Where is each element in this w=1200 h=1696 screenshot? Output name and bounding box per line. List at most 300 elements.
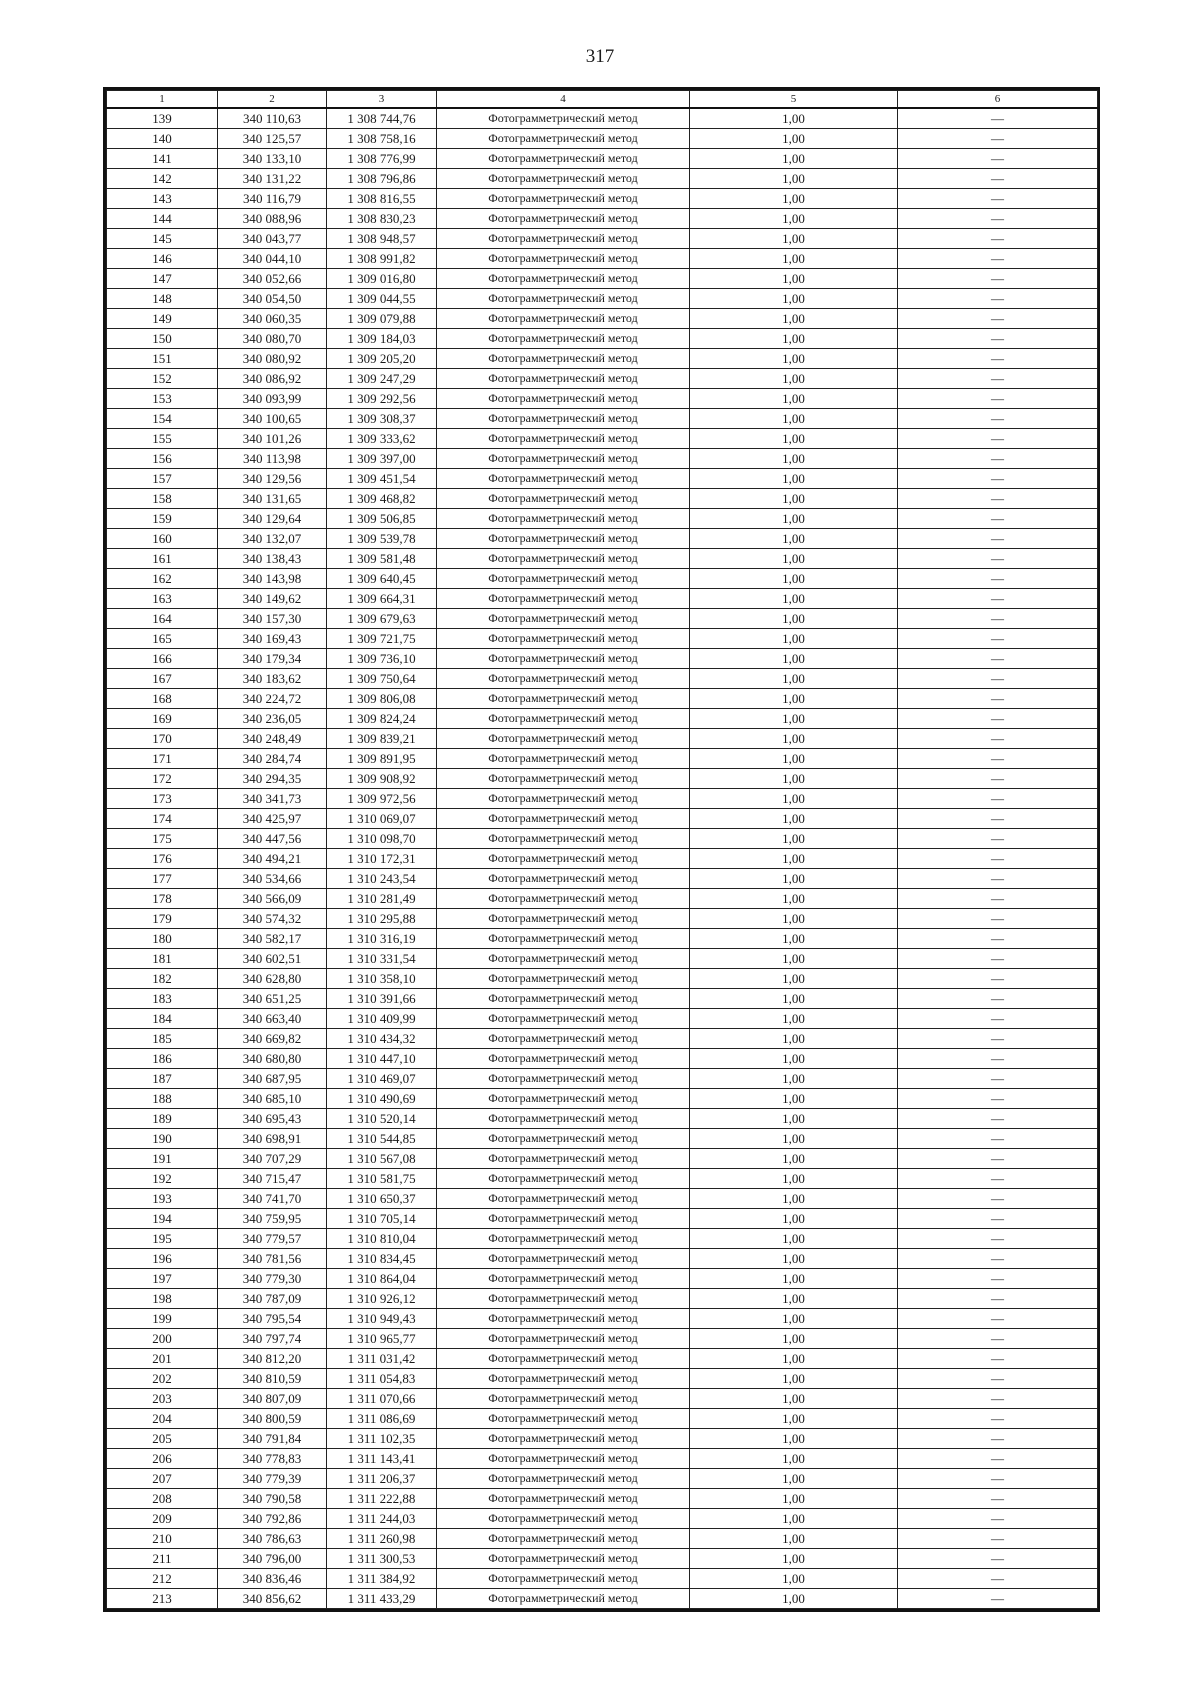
accuracy-cell: 1,00 <box>690 729 898 749</box>
point-number-cell: 201 <box>107 1349 218 1369</box>
y-coordinate-cell: 1 310 834,45 <box>327 1249 437 1269</box>
page-number: 317 <box>585 46 615 67</box>
point-number-cell: 150 <box>107 329 218 349</box>
y-coordinate-cell: 1 311 300,53 <box>327 1549 437 1569</box>
table-row <box>107 1029 1098 1049</box>
accuracy-cell: 1,00 <box>690 789 898 809</box>
description-cell: — <box>898 349 1098 369</box>
method-cell: Фотограмметрический метод <box>437 849 690 869</box>
description-cell: — <box>898 1509 1098 1529</box>
table-row <box>107 1309 1098 1329</box>
accuracy-cell: 1,00 <box>690 509 898 529</box>
point-number-cell: 182 <box>107 969 218 989</box>
description-cell: — <box>898 1549 1098 1569</box>
description-cell: — <box>898 1189 1098 1209</box>
x-coordinate-cell: 340 447,56 <box>218 829 327 849</box>
method-cell: Фотограмметрический метод <box>437 1229 690 1249</box>
y-coordinate-cell: 1 310 316,19 <box>327 929 437 949</box>
point-number-cell: 211 <box>107 1549 218 1569</box>
y-coordinate-cell: 1 309 806,08 <box>327 689 437 709</box>
accuracy-cell: 1,00 <box>690 489 898 509</box>
y-coordinate-cell: 1 310 926,12 <box>327 1289 437 1309</box>
table-row <box>107 409 1098 429</box>
table-row <box>107 469 1098 489</box>
point-number-cell: 199 <box>107 1309 218 1329</box>
table-row <box>107 809 1098 829</box>
method-cell: Фотограмметрический метод <box>437 269 690 289</box>
table-row <box>107 1489 1098 1509</box>
point-number-cell: 159 <box>107 509 218 529</box>
description-cell: — <box>898 108 1098 129</box>
y-coordinate-cell: 1 309 891,95 <box>327 749 437 769</box>
y-coordinate-cell: 1 310 650,37 <box>327 1189 437 1209</box>
point-number-cell: 213 <box>107 1589 218 1609</box>
y-coordinate-cell: 1 309 972,56 <box>327 789 437 809</box>
point-number-cell: 145 <box>107 229 218 249</box>
method-cell: Фотограмметрический метод <box>437 1509 690 1529</box>
method-cell: Фотограмметрический метод <box>437 789 690 809</box>
description-cell: — <box>898 529 1098 549</box>
y-coordinate-cell: 1 311 433,29 <box>327 1589 437 1609</box>
table-body <box>107 108 1098 1609</box>
y-coordinate-cell: 1 310 949,43 <box>327 1309 437 1329</box>
table-row <box>107 1129 1098 1149</box>
y-coordinate-cell: 1 309 750,64 <box>327 669 437 689</box>
table-row <box>107 309 1098 329</box>
y-coordinate-cell: 1 311 086,69 <box>327 1409 437 1429</box>
point-number-cell: 212 <box>107 1569 218 1589</box>
x-coordinate-cell: 340 284,74 <box>218 749 327 769</box>
point-number-cell: 187 <box>107 1069 218 1089</box>
description-cell: — <box>898 889 1098 909</box>
method-cell: Фотограмметрический метод <box>437 469 690 489</box>
x-coordinate-cell: 340 129,56 <box>218 469 327 489</box>
x-coordinate-cell: 340 628,80 <box>218 969 327 989</box>
table-row <box>107 529 1098 549</box>
point-number-cell: 198 <box>107 1289 218 1309</box>
accuracy-cell: 1,00 <box>690 1509 898 1529</box>
description-cell: — <box>898 1489 1098 1509</box>
method-cell: Фотограмметрический метод <box>437 1209 690 1229</box>
y-coordinate-cell: 1 310 281,49 <box>327 889 437 909</box>
accuracy-cell: 1,00 <box>690 1309 898 1329</box>
x-coordinate-cell: 340 044,10 <box>218 249 327 269</box>
y-coordinate-cell: 1 308 758,16 <box>327 129 437 149</box>
method-cell: Фотограмметрический метод <box>437 1569 690 1589</box>
y-coordinate-cell: 1 308 991,82 <box>327 249 437 269</box>
description-cell: — <box>898 329 1098 349</box>
description-cell: — <box>898 789 1098 809</box>
accuracy-cell: 1,00 <box>690 629 898 649</box>
point-number-cell: 165 <box>107 629 218 649</box>
accuracy-cell: 1,00 <box>690 449 898 469</box>
table-row <box>107 1509 1098 1529</box>
description-cell: — <box>898 449 1098 469</box>
description-cell: — <box>898 409 1098 429</box>
accuracy-cell: 1,00 <box>690 189 898 209</box>
method-cell: Фотограмметрический метод <box>437 169 690 189</box>
x-coordinate-cell: 340 796,00 <box>218 1549 327 1569</box>
point-number-cell: 175 <box>107 829 218 849</box>
x-coordinate-cell: 340 088,96 <box>218 209 327 229</box>
x-coordinate-cell: 340 790,58 <box>218 1489 327 1509</box>
y-coordinate-cell: 1 309 839,21 <box>327 729 437 749</box>
x-coordinate-cell: 340 791,84 <box>218 1429 327 1449</box>
point-number-cell: 157 <box>107 469 218 489</box>
y-coordinate-cell: 1 310 520,14 <box>327 1109 437 1129</box>
table-row <box>107 1369 1098 1389</box>
y-coordinate-cell: 1 308 830,23 <box>327 209 437 229</box>
x-coordinate-cell: 340 778,83 <box>218 1449 327 1469</box>
x-coordinate-cell: 340 113,98 <box>218 449 327 469</box>
header-row <box>107 91 1098 109</box>
point-number-cell: 200 <box>107 1329 218 1349</box>
y-coordinate-cell: 1 309 581,48 <box>327 549 437 569</box>
table-row <box>107 108 1098 129</box>
table-row <box>107 1209 1098 1229</box>
y-coordinate-cell: 1 311 070,66 <box>327 1389 437 1409</box>
y-coordinate-cell: 1 309 824,24 <box>327 709 437 729</box>
x-coordinate-cell: 340 179,34 <box>218 649 327 669</box>
table-row <box>107 1169 1098 1189</box>
point-number-cell: 153 <box>107 389 218 409</box>
method-cell: Фотограмметрический метод <box>437 1589 690 1609</box>
method-cell: Фотограмметрический метод <box>437 889 690 909</box>
method-cell: Фотограмметрический метод <box>437 389 690 409</box>
y-coordinate-cell: 1 310 409,99 <box>327 1009 437 1029</box>
description-cell: — <box>898 689 1098 709</box>
table-row <box>107 849 1098 869</box>
x-coordinate-cell: 340 786,63 <box>218 1529 327 1549</box>
description-cell: — <box>898 649 1098 669</box>
description-cell: — <box>898 289 1098 309</box>
point-number-cell: 209 <box>107 1509 218 1529</box>
description-cell: — <box>898 549 1098 569</box>
point-number-cell: 171 <box>107 749 218 769</box>
x-coordinate-cell: 340 797,74 <box>218 1329 327 1349</box>
header-cell-x: 2 <box>218 91 327 109</box>
header-cell-accuracy: 5 <box>690 91 898 109</box>
x-coordinate-cell: 340 138,43 <box>218 549 327 569</box>
point-number-cell: 161 <box>107 549 218 569</box>
y-coordinate-cell: 1 311 222,88 <box>327 1489 437 1509</box>
table-row <box>107 969 1098 989</box>
y-coordinate-cell: 1 309 468,82 <box>327 489 437 509</box>
x-coordinate-cell: 340 043,77 <box>218 229 327 249</box>
accuracy-cell: 1,00 <box>690 289 898 309</box>
coordinates-table <box>106 90 1098 1609</box>
x-coordinate-cell: 340 149,62 <box>218 589 327 609</box>
accuracy-cell: 1,00 <box>690 669 898 689</box>
x-coordinate-cell: 340 080,70 <box>218 329 327 349</box>
y-coordinate-cell: 1 309 292,56 <box>327 389 437 409</box>
accuracy-cell: 1,00 <box>690 1149 898 1169</box>
description-cell: — <box>898 1129 1098 1149</box>
point-number-cell: 163 <box>107 589 218 609</box>
accuracy-cell: 1,00 <box>690 569 898 589</box>
accuracy-cell: 1,00 <box>690 1189 898 1209</box>
point-number-cell: 196 <box>107 1249 218 1269</box>
x-coordinate-cell: 340 779,57 <box>218 1229 327 1249</box>
x-coordinate-cell: 340 110,63 <box>218 108 327 129</box>
table-row <box>107 509 1098 529</box>
method-cell: Фотограмметрический метод <box>437 1329 690 1349</box>
y-coordinate-cell: 1 309 736,10 <box>327 649 437 669</box>
accuracy-cell: 1,00 <box>690 1009 898 1029</box>
description-cell: — <box>898 249 1098 269</box>
point-number-cell: 147 <box>107 269 218 289</box>
description-cell: — <box>898 869 1098 889</box>
method-cell: Фотограмметрический метод <box>437 629 690 649</box>
table-row <box>107 629 1098 649</box>
description-cell: — <box>898 1409 1098 1429</box>
table-row <box>107 789 1098 809</box>
point-number-cell: 154 <box>107 409 218 429</box>
point-number-cell: 166 <box>107 649 218 669</box>
x-coordinate-cell: 340 534,66 <box>218 869 327 889</box>
x-coordinate-cell: 340 101,26 <box>218 429 327 449</box>
table-row <box>107 709 1098 729</box>
description-cell: — <box>898 1069 1098 1089</box>
point-number-cell: 151 <box>107 349 218 369</box>
header-cell-point-number: 1 <box>107 91 218 109</box>
accuracy-cell: 1,00 <box>690 309 898 329</box>
accuracy-cell: 1,00 <box>690 389 898 409</box>
point-number-cell: 184 <box>107 1009 218 1029</box>
description-cell: — <box>898 229 1098 249</box>
method-cell: Фотограмметрический метод <box>437 1409 690 1429</box>
accuracy-cell: 1,00 <box>690 349 898 369</box>
accuracy-cell: 1,00 <box>690 369 898 389</box>
y-coordinate-cell: 1 311 143,41 <box>327 1449 437 1469</box>
accuracy-cell: 1,00 <box>690 1229 898 1249</box>
point-number-cell: 191 <box>107 1149 218 1169</box>
table-row <box>107 689 1098 709</box>
point-number-cell: 158 <box>107 489 218 509</box>
x-coordinate-cell: 340 795,54 <box>218 1309 327 1329</box>
table-row <box>107 449 1098 469</box>
y-coordinate-cell: 1 310 544,85 <box>327 1129 437 1149</box>
y-coordinate-cell: 1 310 567,08 <box>327 1149 437 1169</box>
x-coordinate-cell: 340 054,50 <box>218 289 327 309</box>
y-coordinate-cell: 1 310 864,04 <box>327 1269 437 1289</box>
x-coordinate-cell: 340 807,09 <box>218 1389 327 1409</box>
accuracy-cell: 1,00 <box>690 649 898 669</box>
description-cell: — <box>898 489 1098 509</box>
table-row <box>107 1549 1098 1569</box>
y-coordinate-cell: 1 310 098,70 <box>327 829 437 849</box>
point-number-cell: 148 <box>107 289 218 309</box>
header-cell-y: 3 <box>327 91 437 109</box>
description-cell: — <box>898 1149 1098 1169</box>
point-number-cell: 149 <box>107 309 218 329</box>
x-coordinate-cell: 340 800,59 <box>218 1409 327 1429</box>
y-coordinate-cell: 1 311 206,37 <box>327 1469 437 1489</box>
point-number-cell: 207 <box>107 1469 218 1489</box>
point-number-cell: 197 <box>107 1269 218 1289</box>
method-cell: Фотограмметрический метод <box>437 329 690 349</box>
method-cell: Фотограмметрический метод <box>437 489 690 509</box>
table-row <box>107 129 1098 149</box>
accuracy-cell: 1,00 <box>690 229 898 249</box>
point-number-cell: 188 <box>107 1089 218 1109</box>
table-row <box>107 1349 1098 1369</box>
x-coordinate-cell: 340 157,30 <box>218 609 327 629</box>
y-coordinate-cell: 1 310 490,69 <box>327 1089 437 1109</box>
table-row <box>107 769 1098 789</box>
accuracy-cell: 1,00 <box>690 689 898 709</box>
table-row <box>107 869 1098 889</box>
method-cell: Фотограмметрический метод <box>437 1469 690 1489</box>
y-coordinate-cell: 1 310 810,04 <box>327 1229 437 1249</box>
accuracy-cell: 1,00 <box>690 1069 898 1089</box>
x-coordinate-cell: 340 566,09 <box>218 889 327 909</box>
method-cell: Фотограмметрический метод <box>437 1289 690 1309</box>
table-row <box>107 1449 1098 1469</box>
description-cell: — <box>898 1429 1098 1449</box>
table-row <box>107 1269 1098 1289</box>
table-row <box>107 729 1098 749</box>
method-cell: Фотограмметрический метод <box>437 569 690 589</box>
point-number-cell: 140 <box>107 129 218 149</box>
x-coordinate-cell: 340 698,91 <box>218 1129 327 1149</box>
method-cell: Фотограмметрический метод <box>437 869 690 889</box>
x-coordinate-cell: 340 294,35 <box>218 769 327 789</box>
method-cell: Фотограмметрический метод <box>437 429 690 449</box>
accuracy-cell: 1,00 <box>690 169 898 189</box>
x-coordinate-cell: 340 133,10 <box>218 149 327 169</box>
y-coordinate-cell: 1 310 965,77 <box>327 1329 437 1349</box>
method-cell: Фотограмметрический метод <box>437 949 690 969</box>
accuracy-cell: 1,00 <box>690 769 898 789</box>
description-cell: — <box>898 749 1098 769</box>
description-cell: — <box>898 1169 1098 1189</box>
description-cell: — <box>898 269 1098 289</box>
x-coordinate-cell: 340 131,22 <box>218 169 327 189</box>
description-cell: — <box>898 609 1098 629</box>
point-number-cell: 189 <box>107 1109 218 1129</box>
point-number-cell: 181 <box>107 949 218 969</box>
y-coordinate-cell: 1 309 679,63 <box>327 609 437 629</box>
accuracy-cell: 1,00 <box>690 609 898 629</box>
accuracy-cell: 1,00 <box>690 749 898 769</box>
description-cell: — <box>898 1569 1098 1589</box>
y-coordinate-cell: 1 309 539,78 <box>327 529 437 549</box>
x-coordinate-cell: 340 248,49 <box>218 729 327 749</box>
point-number-cell: 172 <box>107 769 218 789</box>
x-coordinate-cell: 340 582,17 <box>218 929 327 949</box>
description-cell: — <box>898 429 1098 449</box>
accuracy-cell: 1,00 <box>690 269 898 289</box>
x-coordinate-cell: 340 669,82 <box>218 1029 327 1049</box>
y-coordinate-cell: 1 309 397,00 <box>327 449 437 469</box>
point-number-cell: 139 <box>107 108 218 129</box>
method-cell: Фотограмметрический метод <box>437 1169 690 1189</box>
description-cell: — <box>898 1389 1098 1409</box>
accuracy-cell: 1,00 <box>690 1469 898 1489</box>
x-coordinate-cell: 340 125,57 <box>218 129 327 149</box>
y-coordinate-cell: 1 311 384,92 <box>327 1569 437 1589</box>
x-coordinate-cell: 340 169,43 <box>218 629 327 649</box>
description-cell: — <box>898 129 1098 149</box>
method-cell: Фотограмметрический метод <box>437 1109 690 1129</box>
method-cell: Фотограмметрический метод <box>437 189 690 209</box>
method-cell: Фотограмметрический метод <box>437 1129 690 1149</box>
y-coordinate-cell: 1 309 908,92 <box>327 769 437 789</box>
table-row <box>107 489 1098 509</box>
method-cell: Фотограмметрический метод <box>437 709 690 729</box>
table-row <box>107 889 1098 909</box>
x-coordinate-cell: 340 132,07 <box>218 529 327 549</box>
y-coordinate-cell: 1 309 664,31 <box>327 589 437 609</box>
accuracy-cell: 1,00 <box>690 409 898 429</box>
table-row <box>107 649 1098 669</box>
y-coordinate-cell: 1 309 506,85 <box>327 509 437 529</box>
coordinates-table-frame <box>103 87 1100 1612</box>
point-number-cell: 195 <box>107 1229 218 1249</box>
method-cell: Фотограмметрический метод <box>437 1089 690 1109</box>
method-cell: Фотограмметрический метод <box>437 309 690 329</box>
point-number-cell: 164 <box>107 609 218 629</box>
y-coordinate-cell: 1 311 244,03 <box>327 1509 437 1529</box>
point-number-cell: 194 <box>107 1209 218 1229</box>
description-cell: — <box>898 1029 1098 1049</box>
y-coordinate-cell: 1 309 044,55 <box>327 289 437 309</box>
x-coordinate-cell: 340 341,73 <box>218 789 327 809</box>
accuracy-cell: 1,00 <box>690 329 898 349</box>
table-row <box>107 1189 1098 1209</box>
x-coordinate-cell: 340 779,30 <box>218 1269 327 1289</box>
method-cell: Фотограмметрический метод <box>437 1369 690 1389</box>
description-cell: — <box>898 1229 1098 1249</box>
x-coordinate-cell: 340 183,62 <box>218 669 327 689</box>
point-number-cell: 208 <box>107 1489 218 1509</box>
method-cell: Фотограмметрический метод <box>437 209 690 229</box>
method-cell: Фотограмметрический метод <box>437 1389 690 1409</box>
y-coordinate-cell: 1 310 069,07 <box>327 809 437 829</box>
x-coordinate-cell: 340 651,25 <box>218 989 327 1009</box>
description-cell: — <box>898 849 1098 869</box>
x-coordinate-cell: 340 810,59 <box>218 1369 327 1389</box>
table-row <box>107 1009 1098 1029</box>
y-coordinate-cell: 1 308 816,55 <box>327 189 437 209</box>
accuracy-cell: 1,00 <box>690 1269 898 1289</box>
accuracy-cell: 1,00 <box>690 949 898 969</box>
description-cell: — <box>898 369 1098 389</box>
description-cell: — <box>898 1349 1098 1369</box>
point-number-cell: 146 <box>107 249 218 269</box>
description-cell: — <box>898 669 1098 689</box>
table-row <box>107 1289 1098 1309</box>
description-cell: — <box>898 569 1098 589</box>
accuracy-cell: 1,00 <box>690 1329 898 1349</box>
point-number-cell: 177 <box>107 869 218 889</box>
description-cell: — <box>898 1269 1098 1289</box>
accuracy-cell: 1,00 <box>690 549 898 569</box>
description-cell: — <box>898 169 1098 189</box>
y-coordinate-cell: 1 309 016,80 <box>327 269 437 289</box>
y-coordinate-cell: 1 309 184,03 <box>327 329 437 349</box>
method-cell: Фотограмметрический метод <box>437 529 690 549</box>
point-number-cell: 160 <box>107 529 218 549</box>
y-coordinate-cell: 1 309 640,45 <box>327 569 437 589</box>
accuracy-cell: 1,00 <box>690 1569 898 1589</box>
description-cell: — <box>898 1209 1098 1229</box>
table-row <box>107 929 1098 949</box>
y-coordinate-cell: 1 310 331,54 <box>327 949 437 969</box>
method-cell: Фотограмметрический метод <box>437 1549 690 1569</box>
header-cell-description: 6 <box>898 91 1098 109</box>
